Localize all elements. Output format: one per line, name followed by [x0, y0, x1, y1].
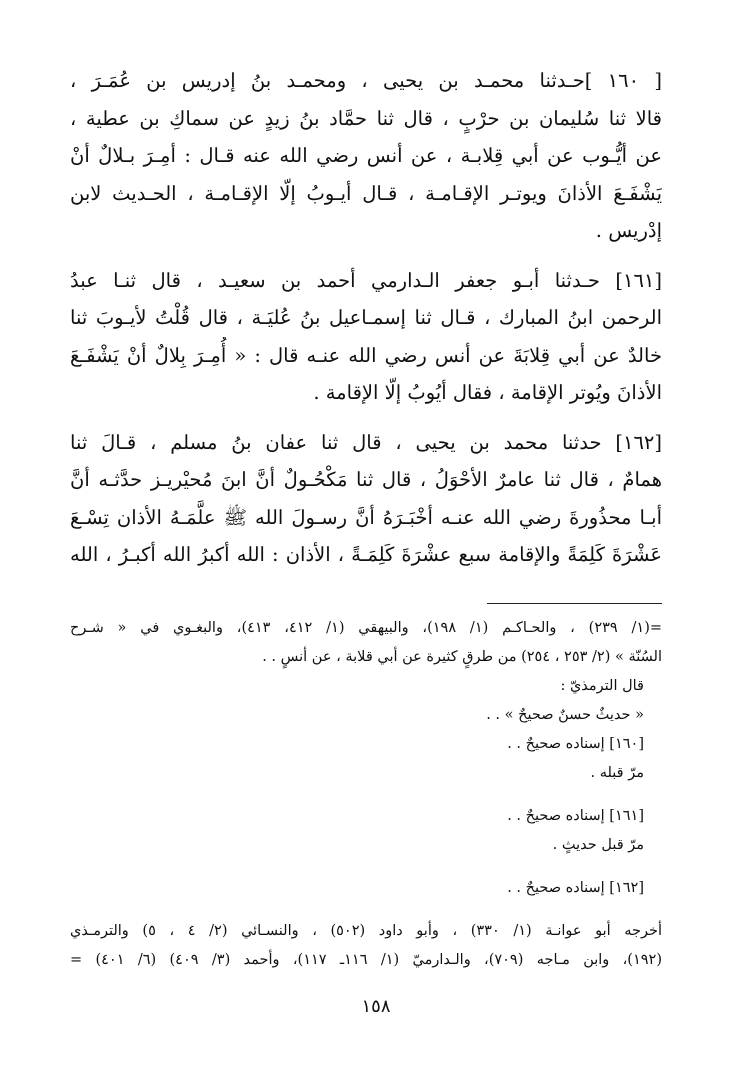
footnote-separator: [487, 603, 662, 604]
text-line: همامٌ ، قال ثنا عامرٌ الأحْوَلُ ، قال ثنا مَكْحُـولٌ أنَّ ابنَ مُحيْريـز حدَّثـه أنَّ: [70, 468, 662, 491]
text-line: يَشْفَـعَ الأذانَ ويوتـر الإقـامـة ، قـال أيـوبُ إلّا الإقـامـة ، الحـديث لابن: [70, 181, 662, 205]
text-line: عن أيُّـوب عن أبي قِلابـة ، عن أنس رضي الله عنه قـال : أمِـرَ بـلالٌ أنْ: [70, 144, 662, 167]
hadith-160: [70, 62, 662, 250]
text-line: إدْريس .: [595, 219, 662, 242]
text-line: عَشْرَةَ كَلِمَةً والإقامة سبع عشْرَةَ كَلِمَـةً ، الأذان : الله أكبرُ الله أكبـرُ ، الله: [70, 543, 662, 566]
text-line: قالا ثنا سُليمان بن حرْبٍ ، قال ثنا حمَّاد بنُ زيدٍ عن سماكِ بن عطية ،: [70, 106, 662, 130]
footnotes: [70, 614, 662, 975]
footnote-line: مرّ قبله .: [590, 765, 644, 781]
text-line: أبـا محذُورةَ رضي الله عنـه أخْبَـرَهُ أنَّ رسـولَ الله ﷺ علَّمَـهُ الأذان تِسْـعَ: [70, 505, 662, 529]
footnote-line: [١٦٢] إسناده صحيحٌ . .: [507, 880, 644, 896]
footnote-line: =(١/ ٢٣٩) ، والحـاكـم (١/ ١٩٨)، والبيهقي (١/ ٤١٢، ٤١٣)، والبغـوي في « شـرح: [70, 620, 662, 636]
text-line: خالدٌ عن أبي قِلابَةَ عن أنس رضي الله عنـه قال : « أُمِـرَ بِلالٌ أنْ يَشْفَـعَ: [70, 343, 662, 367]
footnote-line: مرّ قبل حديثٍ .: [552, 837, 644, 853]
footnote-line: [١٦٠] إسناده صحيحٌ . .: [507, 736, 644, 752]
page-number: ١٥٨: [361, 996, 391, 1017]
text-line: الأذانَ ويُوتر الإقامة ، فقال أيُوبُ إلّا الإقامة .: [313, 381, 662, 404]
footnote-line: السُنّة » (٢/ ٢٥٣ ، ٢٥٤) من طرقٍ كثيرة عن أبي قلابة ، عن أنسٍ . .: [262, 649, 662, 665]
hadith-161: [70, 262, 662, 412]
footnote-line: [١٦١] إسناده صحيحٌ . .: [507, 808, 644, 824]
footnote-line: (١٩٢)، وابن مـاجه (٧٠٩)، والـدارميّ (١/ ١١٦ـ ١١٧)، وأحمد (٣/ ٤٠٩) (٦/ ٤٠١) =: [70, 952, 662, 968]
text-line: الرحمن ابنُ المبارك ، قـال ثنا إسمـاعيل بنُ عُليَـة ، قال قُلْتُ لأيـوبَ ثنا: [70, 306, 662, 329]
text-line: [١٦١] حـدثنا أبـو جعفر الـدارمي أحمد بن سعيـد ، قال ثنـا عبدُ: [70, 268, 662, 292]
hadith-162: [70, 424, 662, 574]
text-line: [ ١٦٠ ]حـدثنا محمـد بن يحيى ، ومحمـد بنُ إدريس بن عُمَـرَ ،: [70, 69, 662, 92]
footnote-line: قال الترمذيّ :: [560, 678, 644, 694]
footnote-line: « حديثٌ حسنٌ صحيحٌ » . .: [486, 707, 644, 723]
text-line: [١٦٢] حدثنا محمد بن يحيى ، قال ثنا عفان بنُ مسلم ، قـالَ ثنا: [70, 430, 662, 454]
main-text: [70, 62, 662, 586]
footnote-line: أخرجه أبو عوانـة (١/ ٣٣٠) ، وأبو داود (٥٠٢) ، والنسـائي (٢/ ٤ ، ٥) والترمـذي: [70, 923, 662, 939]
